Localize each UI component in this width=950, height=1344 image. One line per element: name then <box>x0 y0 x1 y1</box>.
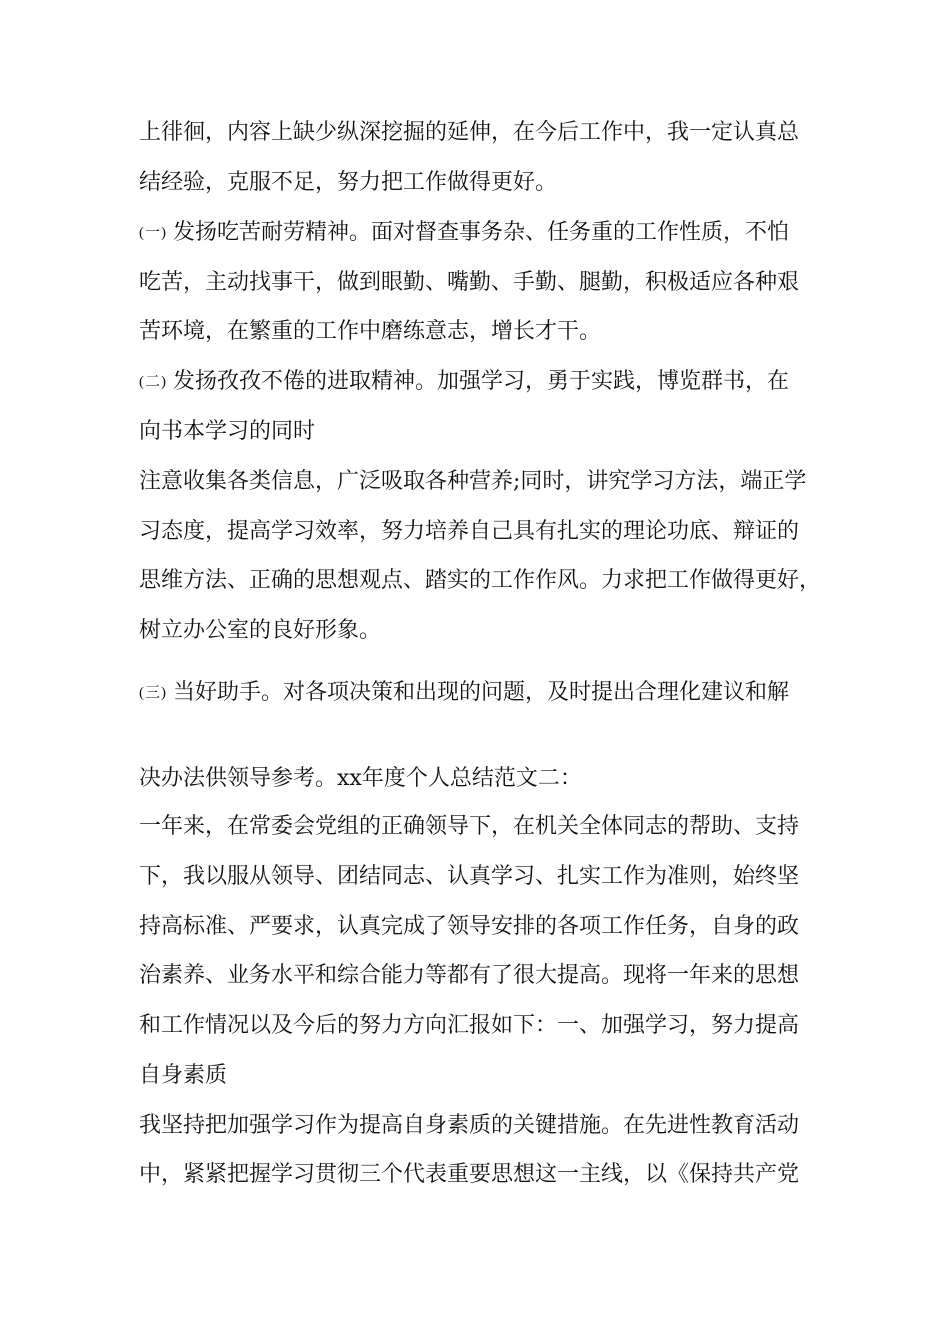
text-line-content: 当好助手。对各项决策和出现的问题，及时提出合理化建议和解 <box>173 680 790 705</box>
text-line: 自身素质 <box>139 1063 228 1088</box>
text-line: 下，我以服从领导、团结同志、认真学习、扎实工作为准则，始终坚 <box>139 864 800 889</box>
text-line: 吃苦，主动找事干，做到眼勤、嘴勤、手勤、腿勤，积极适应各种艰 <box>139 270 800 295</box>
text-line: 向书本学习的同时 <box>139 419 316 444</box>
text-line: 治素养、业务水平和综合能力等都有了很大提高。现将一年来的思想 <box>139 963 800 988</box>
text-line: 结经验，克服不足，努力把工作做得更好。 <box>139 170 558 195</box>
text-line: 持高标准、严要求，认真完成了领导安排的各项工作任务，自身的政 <box>139 914 800 939</box>
text-line: 决办法供领导参考。xx年度个人总结范文二： <box>139 766 582 791</box>
text-line: 树立办公室的良好形象。 <box>139 618 382 643</box>
text-line: 注意收集各类信息，广泛吸取各种营养;同时，讲究学习方法，端正学 <box>139 469 807 494</box>
text-line: 我坚持把加强学习作为提高自身素质的关键措施。在先进性教育活动 <box>139 1113 800 1138</box>
text-line: 和工作情况以及今后的努力方向汇报如下：一、加强学习，努力提高 <box>139 1013 800 1038</box>
list-marker: (二) <box>139 374 167 390</box>
list-marker: (一) <box>139 225 167 241</box>
text-line: 一年来，在常委会党组的正确领导下，在机关全体同志的帮助、支持 <box>139 814 800 839</box>
text-line-content: 发扬吃苦耐劳精神。面对督查事务杂、任务重的工作性质，不怕 <box>173 220 790 245</box>
list-marker: (三) <box>139 685 167 701</box>
text-line: 上徘徊，内容上缺少纵深挖掘的延伸，在今后工作中，我一定认真总 <box>139 120 800 145</box>
text-line-content: 发扬孜孜不倦的进取精神。加强学习，勇于实践，博览群书，在 <box>173 369 790 394</box>
text-line <box>139 678 789 710</box>
text-line <box>139 367 789 399</box>
text-line: 思维方法、正确的思想观点、踏实的工作作风。力求把工作做得更好， <box>139 568 822 593</box>
text-line <box>139 218 789 250</box>
text-line: 中，紧紧把握学习贯彻三个代表重要思想这一主线，以《保持共产党 <box>139 1162 800 1187</box>
text-line: 苦环境，在繁重的工作中磨练意志，增长才干。 <box>139 319 602 344</box>
text-line: 习态度，提高学习效率，努力培养自己具有扎实的理论功底、辩证的 <box>139 519 800 544</box>
